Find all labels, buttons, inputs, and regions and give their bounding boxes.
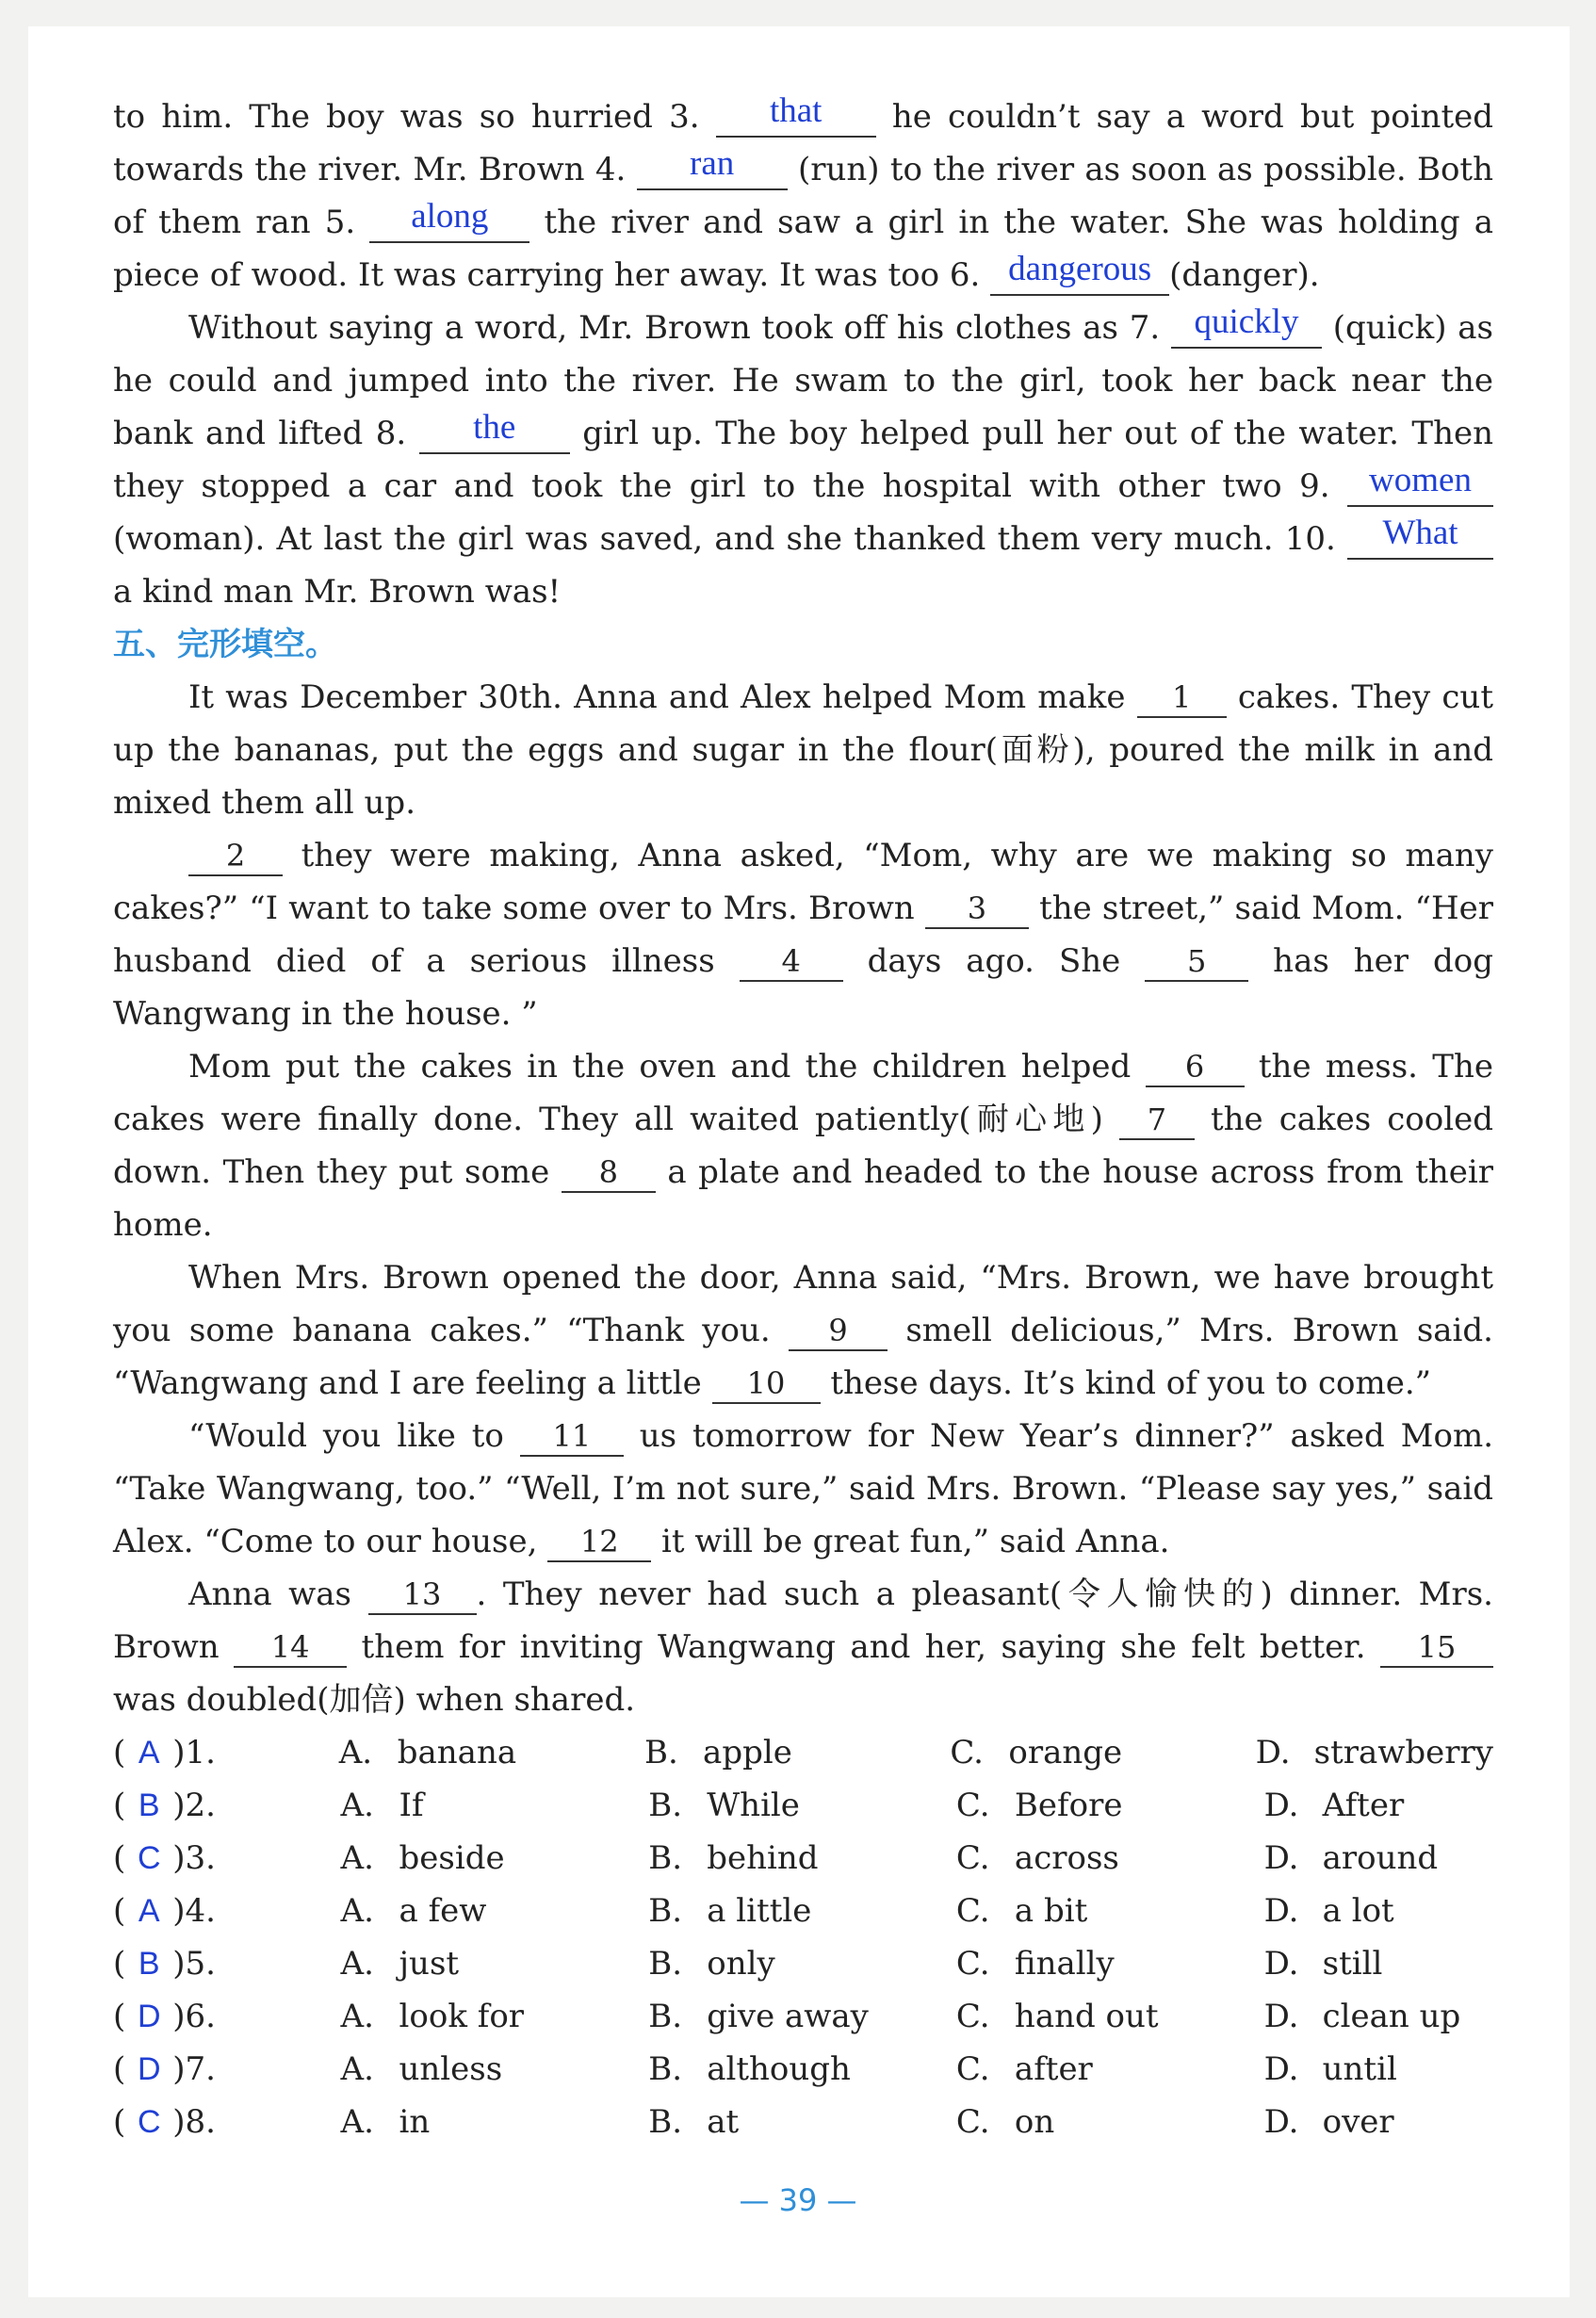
option-c[interactable]: [950, 1726, 1255, 1779]
option-a[interactable]: [341, 2096, 649, 2148]
answer-6: dangerous: [1008, 250, 1152, 288]
question-row: [113, 1937, 1493, 1990]
option-letter: D.: [1263, 2103, 1299, 2141]
question-num-label: )4.: [172, 1892, 216, 1930]
option-text: a bit: [1014, 1892, 1088, 1930]
question-number: [113, 1885, 341, 1937]
paragraph: 2 they were making, Anna asked, “Mom, why are we making so many cakes?” “I want to take some over to Mrs. Brown 3 the street,” said Mom. “Her husband died of a serious illness 4 days ago. She 5 has her dog Wangwang in the house. ”: [113, 837, 1494, 1033]
question-num-label: )1.: [172, 1734, 216, 1771]
question-row: [113, 1990, 1493, 2043]
cloze-blank-6[interactable]: 6: [1146, 1048, 1245, 1087]
paragraph: Without saying a word, Mr. Brown took off his clothes as 7. quickly (quick) as he could and jumped into the river. He swam to the girl, took her back near the bank and lifted 8. the girl up. The boy helped pull her out of the water. Then they stopped a car and took the girl to the hospital with other two 9. women (woman). At last the girl was saved, and she thanked them very much. 10. What a kind man Mr. Brown was!: [113, 302, 1493, 611]
paren-open: (: [113, 1892, 126, 1930]
cloze-passage: [113, 671, 1493, 1726]
option-text: until: [1322, 2050, 1397, 2088]
cloze-blank-7[interactable]: 7: [1119, 1101, 1195, 1140]
blank-10[interactable]: [1347, 514, 1493, 560]
question-number: [113, 2096, 341, 2148]
paren-open: (: [113, 2103, 126, 2141]
option-d[interactable]: [1256, 1726, 1493, 1779]
question-num-label: )7.: [172, 2050, 216, 2088]
option-letter: B.: [648, 1998, 683, 2035]
option-letter: A.: [340, 1839, 374, 1877]
paren-open: (: [113, 1839, 126, 1877]
option-text: a lot: [1322, 1892, 1394, 1930]
option-letter: B.: [648, 1787, 683, 1824]
option-letter: C.: [955, 2103, 990, 2141]
question-row: [113, 1832, 1493, 1885]
option-text: clean up: [1322, 1998, 1461, 2035]
option-letter: C.: [950, 1734, 984, 1771]
option-letter: B.: [648, 2103, 683, 2141]
option-text: just: [399, 1945, 460, 1983]
option-text: banana: [397, 1734, 517, 1771]
question-row: [113, 2043, 1493, 2096]
cloze-blank-11[interactable]: 11: [520, 1417, 624, 1457]
option-text: apple: [703, 1734, 792, 1771]
option-letter: A.: [340, 2103, 374, 2141]
option-letter: D.: [1263, 1945, 1299, 1983]
option-d[interactable]: [1264, 1885, 1493, 1937]
chosen-answer[interactable]: C: [137, 2104, 161, 2140]
option-c[interactable]: [956, 2043, 1264, 2096]
cloze-blank-13[interactable]: 13: [368, 1575, 477, 1615]
blank-8[interactable]: [419, 408, 570, 454]
option-c[interactable]: [956, 2096, 1264, 2148]
question-number: [113, 2043, 341, 2096]
question-num-label: )3.: [172, 1839, 216, 1877]
option-letter: D.: [1255, 1734, 1291, 1771]
chosen-answer[interactable]: C: [137, 1840, 161, 1876]
paragraph: Anna was 13 . They never had such a pleasant(令人愉快的) dinner. Mrs. Brown 14 them for inviting Wangwang and her, saying she felt better. 15 was doubled(加倍) when shared.: [113, 1575, 1493, 1719]
option-letter: B.: [648, 1839, 683, 1877]
option-letter: B.: [644, 1734, 678, 1771]
paragraph: When Mrs. Brown opened the door, Anna said, “Mrs. Brown, we have brought you some banana cakes.” “Thank you. 9 smell delicious,” Mrs. Brown said. “Wangwang and I are feeling a little 10 these days. It’s kind of you to come.”: [113, 1259, 1493, 1402]
option-b[interactable]: [644, 1726, 950, 1779]
option-text: after: [1014, 2050, 1093, 2088]
option-b[interactable]: [648, 1779, 956, 1832]
option-text: a few: [399, 1892, 487, 1930]
option-text: on: [1014, 2103, 1055, 2141]
option-b[interactable]: [648, 2096, 956, 2148]
option-letter: C.: [955, 2050, 990, 2088]
question-row: [113, 1779, 1493, 1832]
answer-4: ran: [690, 144, 735, 183]
paren-open: (: [113, 1734, 126, 1771]
blank-3[interactable]: [716, 91, 876, 138]
option-c[interactable]: [956, 1832, 1264, 1885]
option-text: across: [1014, 1839, 1119, 1877]
question-num-label: )6.: [172, 1998, 216, 2035]
question-num-label: )8.: [172, 2103, 216, 2141]
option-a[interactable]: [341, 1885, 649, 1937]
blank-5[interactable]: [369, 197, 529, 243]
option-a[interactable]: [339, 1726, 644, 1779]
cloze-blank-9[interactable]: 9: [789, 1312, 888, 1351]
paragraph: It was December 30th. Anna and Alex helped Mom make 1 cakes. They cut up the bananas, put the eggs and sugar in the flour(面粉), poured the milk in and mixed them all up.: [113, 678, 1493, 822]
paren-open: (: [113, 2050, 126, 2088]
option-letter: A.: [340, 1892, 374, 1930]
option-letter: B.: [648, 2050, 683, 2088]
option-c[interactable]: [956, 1885, 1264, 1937]
cloze-blank-3[interactable]: 3: [925, 890, 1029, 929]
option-b[interactable]: [648, 1937, 956, 1990]
answer-8: the: [473, 408, 516, 447]
question-row: [113, 2096, 1493, 2148]
chosen-answer[interactable]: B: [138, 1787, 160, 1823]
paragraph: to him. The boy was so hurried 3. that he couldn’t say a word but pointed towards the river. Mr. Brown 4. ran (run) to the river as soon as possible. Both of them ran 5. along the river and saw a girl in the water. She was holding a piece of wood. It was carrying her away. It was too 6. dangerous (danger).: [113, 91, 1493, 294]
option-c[interactable]: [956, 1990, 1264, 2043]
option-text: Before: [1014, 1787, 1123, 1824]
option-text: look for: [399, 1998, 525, 2035]
question-num-label: )2.: [172, 1787, 216, 1824]
chosen-answer[interactable]: A: [138, 1893, 160, 1929]
option-b[interactable]: [648, 1885, 956, 1937]
option-letter: A.: [340, 2050, 374, 2088]
chosen-answer[interactable]: B: [138, 1946, 160, 1982]
option-d[interactable]: [1264, 1990, 1493, 2043]
cloze-blank-15[interactable]: 15: [1380, 1628, 1493, 1668]
question-number: [113, 1990, 341, 2043]
option-a[interactable]: [341, 1990, 649, 2043]
answer-9: women: [1369, 461, 1472, 499]
option-letter: B.: [648, 1945, 683, 1983]
paren-open: (: [113, 1998, 126, 2035]
cloze-blank-14[interactable]: 14: [234, 1628, 347, 1668]
option-letter: B.: [648, 1892, 683, 1930]
option-letter: D.: [1263, 2050, 1299, 2088]
option-text: unless: [399, 2050, 503, 2088]
blank-6[interactable]: [990, 250, 1169, 296]
passage-section-4: [113, 90, 1493, 618]
option-d[interactable]: [1264, 1937, 1493, 1990]
option-text: over: [1322, 2103, 1394, 2141]
option-b[interactable]: [648, 1990, 956, 2043]
answer-3: that: [769, 91, 822, 130]
question-row: [113, 1885, 1493, 1937]
option-d[interactable]: [1264, 1832, 1493, 1885]
option-c[interactable]: [956, 1779, 1264, 1832]
option-letter: A.: [340, 1998, 374, 2035]
option-letter: C.: [955, 1839, 990, 1877]
option-b[interactable]: [648, 2043, 956, 2096]
paren-open: (: [113, 1787, 126, 1824]
blank-7[interactable]: [1171, 302, 1322, 349]
cloze-blank-5[interactable]: 5: [1145, 942, 1248, 982]
option-letter: D.: [1263, 1892, 1299, 1930]
option-text: orange: [1008, 1734, 1123, 1771]
option-text: behind: [707, 1839, 819, 1877]
blank-4[interactable]: [637, 144, 788, 190]
option-text: at: [707, 2103, 740, 2141]
option-letter: C.: [955, 1892, 990, 1930]
option-letter: D.: [1263, 1998, 1299, 2035]
option-a[interactable]: [341, 1937, 649, 1990]
paren-open: (: [113, 1945, 126, 1983]
option-a[interactable]: [341, 1779, 649, 1832]
option-letter: D.: [1263, 1787, 1299, 1824]
option-d[interactable]: [1264, 1779, 1493, 1832]
option-text: give away: [707, 1998, 869, 2035]
answer-5: along: [411, 197, 489, 236]
cloze-blank-8[interactable]: 8: [562, 1153, 656, 1193]
question-number: [113, 1726, 339, 1779]
cloze-blank-12[interactable]: 12: [547, 1523, 651, 1562]
option-letter: C.: [955, 1787, 990, 1824]
option-text: finally: [1014, 1945, 1115, 1983]
question-row: [113, 1726, 1493, 1779]
option-text: hand out: [1014, 1998, 1159, 2035]
option-c[interactable]: [956, 1937, 1264, 1990]
option-text: strawberry: [1313, 1734, 1493, 1771]
chosen-answer[interactable]: D: [137, 1999, 161, 2034]
option-text: While: [707, 1787, 800, 1824]
option-text: After: [1322, 1787, 1405, 1824]
option-text: a little: [707, 1892, 812, 1930]
blank-9[interactable]: [1347, 461, 1493, 507]
option-letter: A.: [340, 1945, 374, 1983]
section-5-title: 五、完形填空。: [113, 626, 337, 663]
option-letter: A.: [338, 1734, 373, 1771]
answer-10: What: [1382, 514, 1458, 552]
option-a[interactable]: [341, 2043, 649, 2096]
answer-7: quickly: [1194, 302, 1299, 341]
paragraph: “Would you like to 11 us tomorrow for New Year’s dinner?” asked Mom. “Take Wangwang, too.” “Well, I’m not sure,” said Mrs. Brown. “Please say yes,” said Alex. “Come to our house, 12 it will be great fun,” said Anna.: [113, 1417, 1494, 1560]
option-b[interactable]: [648, 1832, 956, 1885]
cloze-blank-10[interactable]: 10: [712, 1364, 821, 1404]
options-list: [113, 1726, 1493, 2148]
option-letter: A.: [340, 1787, 374, 1824]
question-num-label: )5.: [172, 1945, 216, 1983]
option-text: although: [707, 2050, 851, 2088]
option-d[interactable]: [1264, 2096, 1493, 2148]
chosen-answer[interactable]: D: [137, 2051, 161, 2087]
page-number: — 39 —: [739, 2182, 857, 2218]
option-text: still: [1322, 1945, 1383, 1983]
option-text: beside: [399, 1839, 505, 1877]
option-letter: C.: [955, 1998, 990, 2035]
option-a[interactable]: [341, 1832, 649, 1885]
chosen-answer[interactable]: A: [138, 1735, 160, 1771]
cloze-blank-1[interactable]: 1: [1137, 678, 1227, 718]
question-number: [113, 1937, 341, 1990]
paragraph: Mom put the cakes in the oven and the children helped 6 the mess. The cakes were finally done. They all waited patiently(耐心地) 7 the cakes cooled down. Then they put some 8 a plate and headed to the house across from their home.: [113, 1048, 1493, 1244]
option-d[interactable]: [1264, 2043, 1493, 2096]
option-letter: C.: [955, 1945, 990, 1983]
option-text: only: [707, 1945, 775, 1983]
cloze-blank-4[interactable]: 4: [740, 942, 843, 982]
cloze-blank-2[interactable]: 2: [188, 837, 283, 876]
worksheet-content: [113, 90, 1493, 2148]
option-text: If: [399, 1787, 424, 1824]
question-number: [113, 1779, 341, 1832]
option-text: in: [399, 2103, 431, 2141]
option-letter: D.: [1263, 1839, 1299, 1877]
option-text: around: [1322, 1839, 1439, 1877]
question-number: [113, 1832, 341, 1885]
